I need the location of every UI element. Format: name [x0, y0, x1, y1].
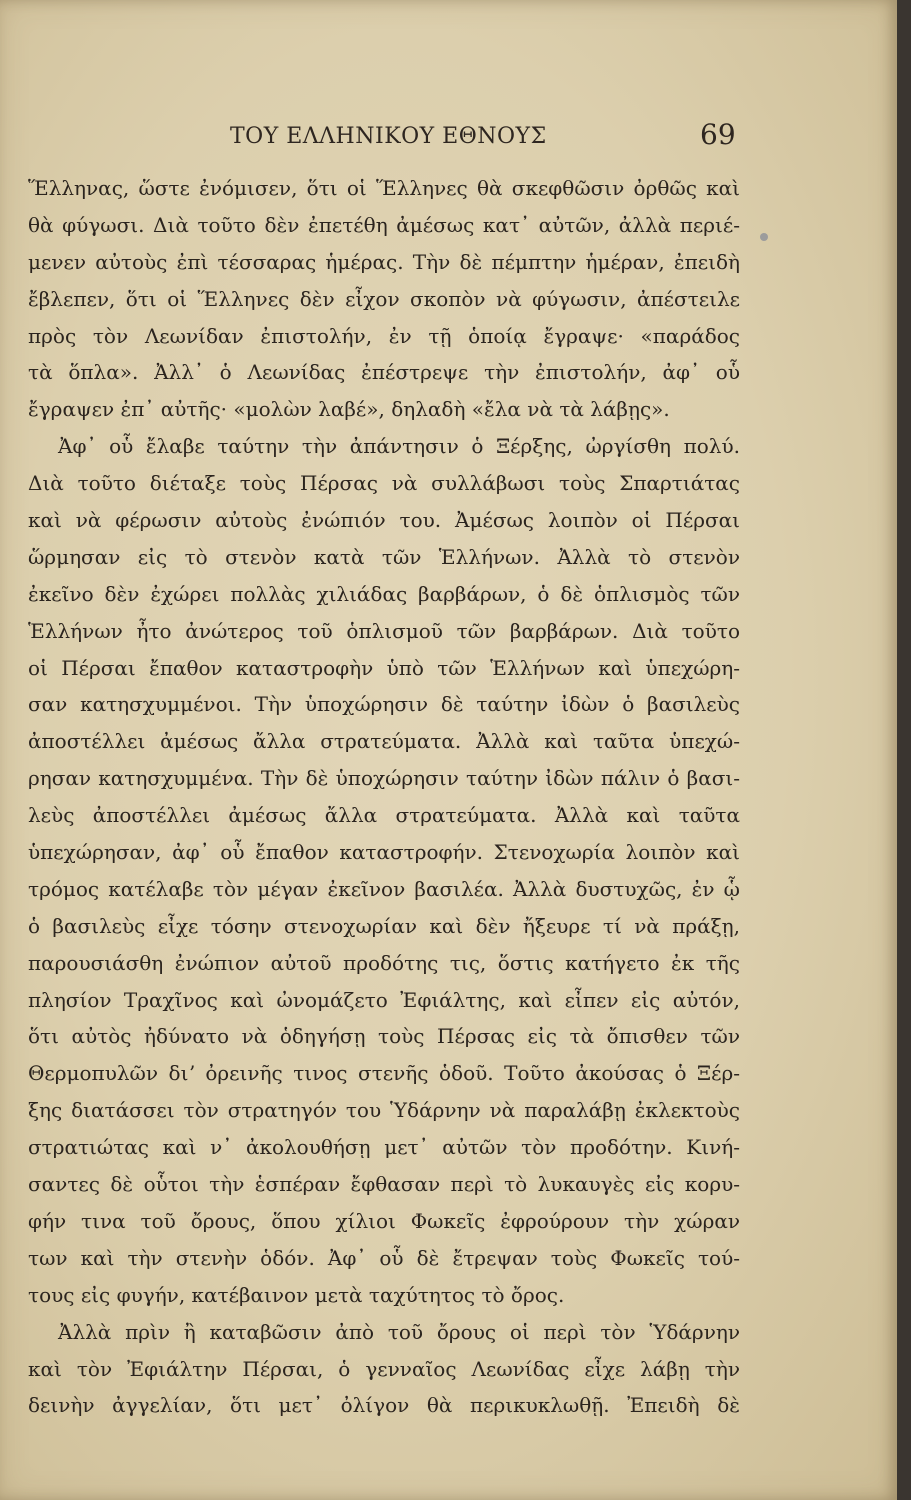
- running-title: ΤΟΥ ΕΛΛΗΝΙΚΟΥ ΕΘΝΟΥΣ: [230, 124, 547, 149]
- text-line: στρατιώτας καὶ ν᾽ ἀκολουθήσῃ μετ᾽ αὐτῶν τὸν προδότην. Κινή-: [28, 1135, 740, 1160]
- text-line: καὶ τὸν Ἐφιάλτην Πέρσαι, ὁ γενναῖος Λεωνίδας εἶχε λάβῃ τὴν: [28, 1356, 740, 1381]
- running-header: [0, 118, 897, 158]
- text-line: παρουσιάσθη ἐνώπιον αὐτοῦ προδότης τις, ὅστις κατήγετο ἐκ τῆς: [28, 950, 740, 975]
- page-number: 69: [700, 118, 736, 151]
- text-line: ἐκεῖνο δὲν ἐχώρει πολλὰς χιλιάδας βαρβάρων, ὁ δὲ ὁπλισμὸς τῶν: [28, 581, 740, 606]
- text-line: σαντες δὲ οὗτοι τὴν ἑσπέραν ἔφθασαν περὶ τὸ λυκαυγὲς εἰς κορυ-: [28, 1172, 740, 1197]
- text-line: ἔγραψεν ἐπ᾽ αὐτῆς· «μολὼν λαβέ», δηλαδὴ «ἔλα νὰ τὰ λάβῃς».: [28, 397, 670, 422]
- paper-speck: [760, 233, 768, 241]
- text-line: οἱ Πέρσαι ἔπαθον καταστροφὴν ὑπὸ τῶν Ἑλλήνων καὶ ὑπεχώρη-: [28, 655, 740, 680]
- text-line: φήν τινα τοῦ ὄρους, ὅπου χίλιοι Φωκεῖς ἐφρούρουν τὴν χώραν: [28, 1208, 740, 1233]
- text-line: μενεν αὐτοὺς ἐπὶ τέσσαρας ἡμέρας. Τὴν δὲ πέμπτην ἡμέραν, ἐπειδὴ: [28, 249, 740, 274]
- text-line: πρὸς τὸν Λεωνίδαν ἐπιστολήν, ἐν τῇ ὁποίᾳ ἔγραψε· «παράδος: [28, 323, 740, 348]
- text-line: των καὶ τὴν στενὴν ὁδόν. Ἀφ᾽ οὗ δὲ ἔτρεψαν τοὺς Φωκεῖς τού-: [28, 1245, 740, 1270]
- text-line: τὰ ὅπλα». Ἀλλ᾽ ὁ Λεωνίδας ἐπέστρεψε τὴν ἐπιστολήν, ἀφ᾽ οὗ: [28, 360, 740, 385]
- text-line: Ἀφ᾽ οὗ ἔλαβε ταύτην τὴν ἀπάντησιν ὁ Ξέρξης, ὠργίσθη πολύ.: [58, 434, 740, 459]
- text-line: δεινὴν ἀγγελίαν, ὅτι μετ᾽ ὀλίγον θὰ περικυκλωθῇ. Ἐπειδὴ δὲ: [28, 1393, 740, 1418]
- text-line: ρησαν κατησχυμμένα. Τὴν δὲ ὑποχώρησιν ταύτην ἰδὼν πάλιν ὁ βασι-: [28, 766, 740, 791]
- text-line: Διὰ τοῦτο διέταξε τοὺς Πέρσας νὰ συλλάβωσι τοὺς Σπαρτιάτας: [28, 471, 740, 496]
- text-line: τους εἰς φυγήν, κατέβαινον μετὰ ταχύτητος τὸ ὄρος.: [28, 1282, 565, 1307]
- body-text: [28, 170, 740, 1424]
- text-line: σαν κατησχυμμένοι. Τὴν ὑποχώρησιν δὲ ταύτην ἰδὼν ὁ βασιλεὺς: [28, 692, 740, 717]
- text-line: ξης διατάσσει τὸν στρατηγόν του Ὑδάρνην νὰ παραλάβῃ ἐκλεκτοὺς: [28, 1098, 740, 1123]
- text-line: Ἀλλὰ πρὶν ἢ καταβῶσιν ἀπὸ τοῦ ὄρους οἱ περὶ τὸν Ὑδάρνην: [58, 1319, 740, 1344]
- text-line: θὰ φύγωσι. Διὰ τοῦτο δὲν ἐπετέθη ἀμέσως κατ᾽ αὐτῶν, ἀλλὰ περιέ-: [28, 212, 740, 237]
- text-line: ὑπεχώρησαν, ἀφ᾽ οὗ ἔπαθον καταστροφήν. Στενοχωρία λοιπὸν καὶ: [28, 840, 740, 865]
- text-line: ἔβλεπεν, ὅτι οἱ Ἕλληνες δὲν εἶχον σκοπὸν νὰ φύγωσιν, ἀπέστειλε: [28, 286, 740, 311]
- text-line: πλησίον Τραχῖνος καὶ ὠνομάζετο Ἐφιάλτης, καὶ εἶπεν εἰς αὐτόν,: [28, 987, 740, 1012]
- text-line: Θερμοπυλῶν διʼ ὀρεινῆς τινος στενῆς ὁδοῦ. Τοῦτο ἀκούσας ὁ Ξέρ-: [28, 1061, 740, 1086]
- text-line: ἀποστέλλει ἀμέσως ἄλλα στρατεύματα. Ἀλλὰ καὶ ταῦτα ὑπεχώ-: [28, 729, 740, 754]
- text-line: ὥρμησαν εἰς τὸ στενὸν κατὰ τῶν Ἑλλήνων. Ἀλλὰ τὸ στενὸν: [28, 544, 740, 569]
- text-line: Ἑλλήνων ἦτο ἀνώτερος τοῦ ὁπλισμοῦ τῶν βαρβάρων. Διὰ τοῦτο: [28, 618, 740, 643]
- text-line: ὁ βασιλεὺς εἶχε τόσην στενοχωρίαν καὶ δὲν ἤξευρε τί νὰ πράξῃ,: [28, 913, 740, 938]
- text-line: καὶ νὰ φέρωσιν αὐτοὺς ἐνώπιόν του. Ἀμέσως λοιπὸν οἱ Πέρσαι: [28, 508, 740, 533]
- text-line: λεὺς ἀποστέλλει ἀμέσως ἄλλα στρατεύματα. Ἀλλὰ καὶ ταῦτα: [28, 803, 740, 828]
- text-line: ὅτι αὐτὸς ἠδύνατο νὰ ὁδηγήσῃ τοὺς Πέρσας εἰς τὰ ὄπισθεν τῶν: [28, 1024, 740, 1049]
- text-line: τρόμος κατέλαβε τὸν μέγαν ἐκεῖνον βασιλέα. Ἀλλὰ δυστυχῶς, ἐν ᾧ: [28, 876, 740, 901]
- text-line: Ἕλληνας, ὥστε ἐνόμισεν, ὅτι οἱ Ἕλληνες θὰ σκεφθῶσιν ὀρθῶς καὶ: [28, 176, 740, 200]
